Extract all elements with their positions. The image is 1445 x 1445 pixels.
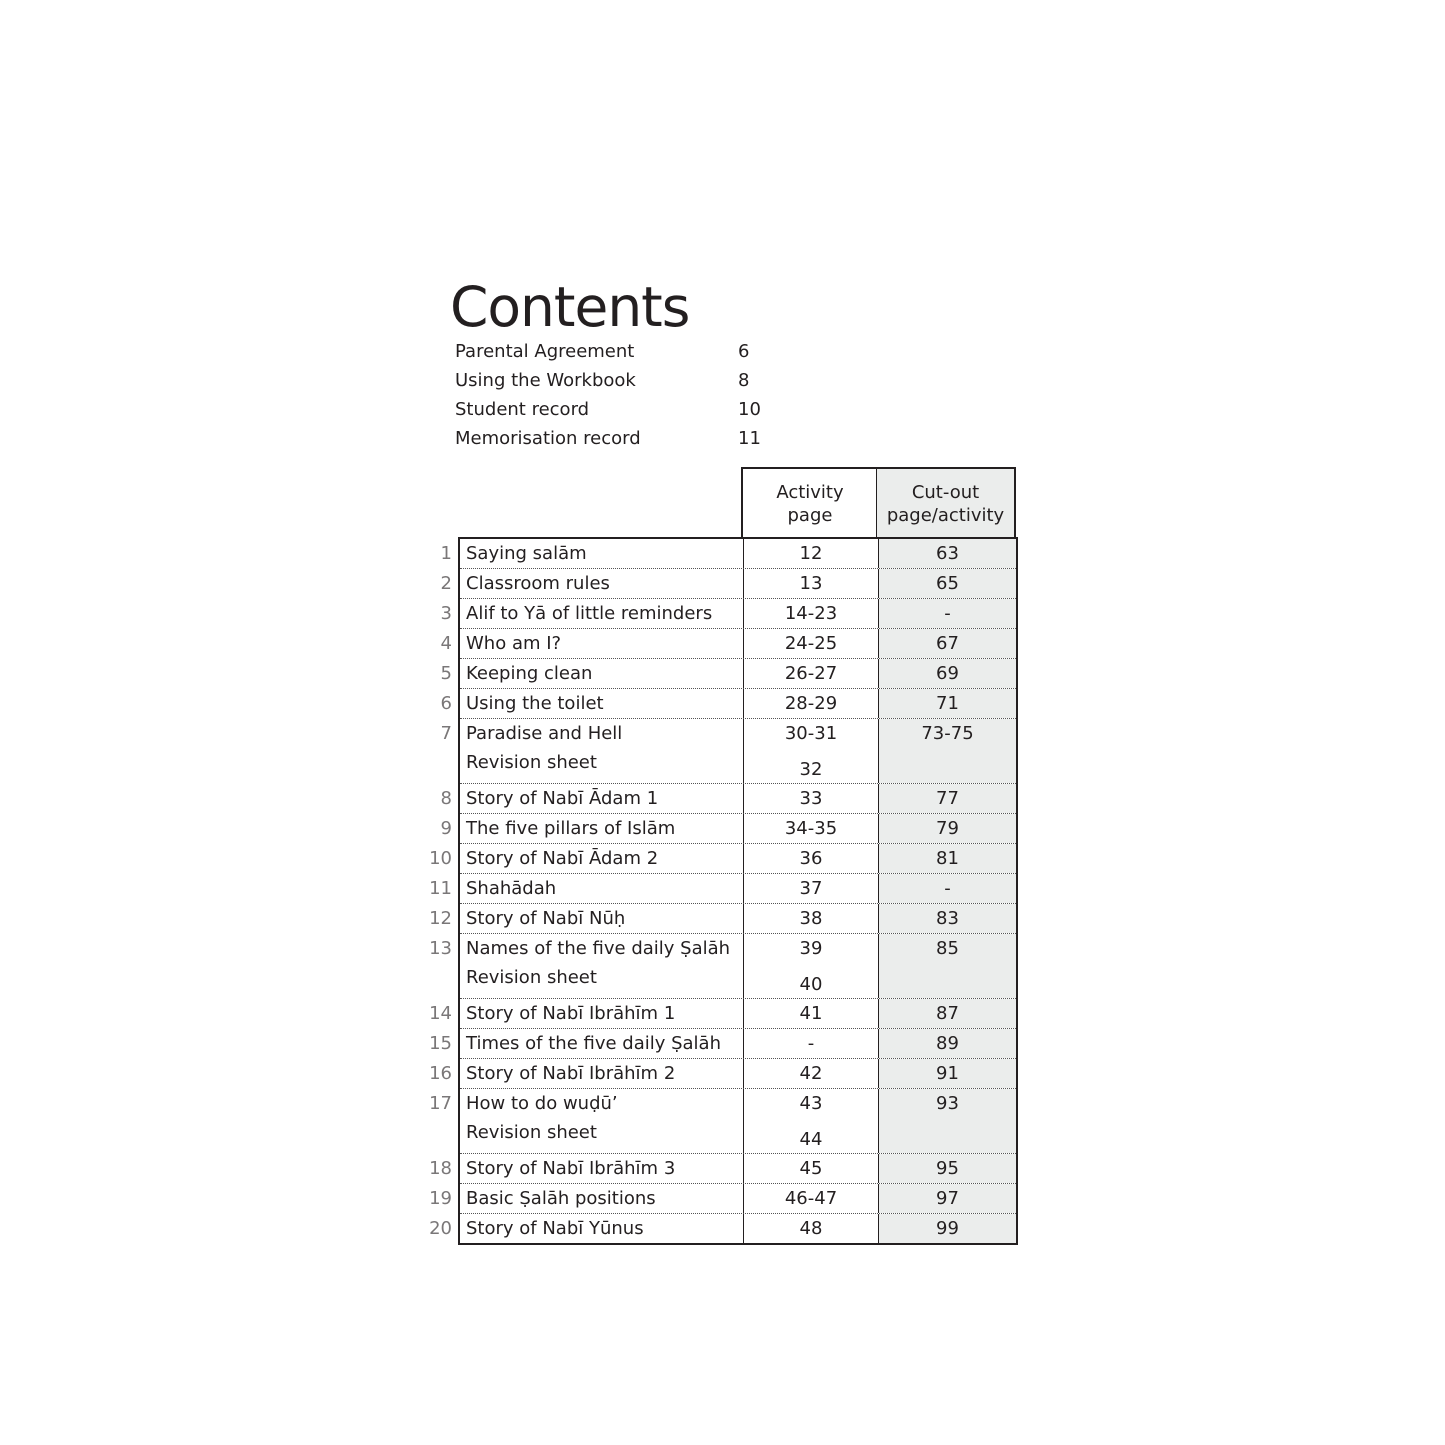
table-row [429, 999, 1016, 1029]
cutout-page-value: 87 [936, 1003, 959, 1024]
prelim-label: Parental Agreement [455, 341, 635, 362]
unit-topic: Using the toilet [466, 693, 604, 714]
unit-topic: Story of Nabī Nūḥ [466, 908, 626, 929]
table-body [429, 537, 1018, 1245]
activity-page-value: 13 [799, 573, 823, 594]
revision-page-value: 32 [799, 759, 823, 780]
table-row [429, 1089, 1016, 1154]
activity-page-value: 46-47 [784, 1188, 838, 1209]
cutout-page-value: 63 [936, 543, 959, 564]
prelim-label: Student record [455, 399, 590, 420]
unit-number: 4 [440, 633, 452, 654]
table-row [429, 1184, 1016, 1214]
cutout-page-value: 65 [936, 573, 959, 594]
unit-topic: Story of Nabī Ibrāhīm 3 [466, 1158, 676, 1179]
cutout-page-cell [878, 1184, 1016, 1213]
activity-page-value: 12 [799, 543, 823, 564]
unit-topic: Basic Ṣalāh positions [466, 1188, 656, 1209]
activity-page-value: 28-29 [784, 693, 838, 714]
cutout-page-value: 97 [936, 1188, 959, 1209]
table-row [429, 844, 1016, 874]
cutout-page-value: 77 [936, 788, 959, 809]
unit-number: 3 [440, 603, 452, 624]
cutout-page-cell [878, 1059, 1016, 1088]
table-row [429, 904, 1016, 934]
cutout-page-value: 67 [936, 633, 959, 654]
activity-page-value: 37 [799, 878, 823, 899]
cutout-page-cell [878, 874, 1016, 903]
cutout-page-value: 95 [936, 1158, 959, 1179]
unit-number: 5 [440, 663, 452, 684]
unit-number: 14 [429, 1003, 452, 1024]
cutout-page-value: 79 [936, 818, 959, 839]
table-row [429, 1214, 1016, 1243]
activity-page-cell [743, 689, 879, 718]
unit-number: 12 [429, 908, 452, 929]
activity-page-value: 39 [799, 938, 823, 959]
cutout-page-cell [878, 1089, 1016, 1153]
activity-page-value: 34-35 [784, 818, 838, 839]
activity-page-value: 36 [799, 848, 823, 869]
table-row [429, 1059, 1016, 1089]
activity-page-value: 48 [799, 1218, 823, 1239]
cutout-page-cell [878, 629, 1016, 658]
prelim-page-number: 11 [738, 428, 761, 449]
cutout-page-cell [878, 539, 1016, 568]
activity-page-value: 24-25 [784, 633, 838, 654]
table-row [440, 659, 1016, 689]
revision-sheet-label: Revision sheet [466, 967, 597, 988]
unit-topic: The five pillars of Islām [466, 818, 676, 839]
header-line: Cut-out [911, 481, 980, 503]
cutout-page-header [876, 467, 1016, 538]
cutout-page-value: 91 [936, 1063, 959, 1084]
table-row [440, 689, 1016, 719]
cutout-page-value: 99 [936, 1218, 959, 1239]
activity-page-value: 33 [799, 788, 823, 809]
activity-page-cell [743, 599, 879, 628]
table-row [440, 784, 1016, 814]
header-line: page/activity [886, 504, 1005, 526]
cutout-page-cell [878, 689, 1016, 718]
table-header [428, 467, 1018, 538]
unit-topic: Who am I? [466, 633, 562, 654]
cutout-page-cell [878, 814, 1016, 843]
activity-page-cell [743, 1029, 879, 1058]
cutout-page-cell [878, 1154, 1016, 1183]
unit-topic: Alif to Yā of little reminders [466, 603, 713, 624]
activity-page-cell [743, 874, 879, 903]
cutout-page-cell [878, 719, 1016, 783]
table-row [440, 814, 1016, 844]
cutout-page-cell [878, 1029, 1016, 1058]
unit-number: 2 [440, 573, 452, 594]
revision-page-value: 44 [799, 1129, 823, 1150]
page-title: Contents [450, 274, 690, 339]
revision-sheet-label: Revision sheet [466, 752, 597, 773]
activity-page-cell [743, 934, 879, 998]
header-line: page [787, 504, 833, 526]
cutout-page-value: 81 [936, 848, 959, 869]
cutout-page-cell [878, 569, 1016, 598]
unit-topic: Saying salām [466, 543, 587, 564]
table-row [429, 1154, 1016, 1184]
activity-page-value: 38 [799, 908, 823, 929]
unit-number: 9 [440, 818, 452, 839]
table-row [440, 569, 1016, 599]
activity-page-value: 26-27 [784, 663, 838, 684]
unit-number: 15 [429, 1033, 452, 1054]
unit-topic: Story of Nabī Ibrāhīm 1 [466, 1003, 676, 1024]
unit-number: 13 [429, 938, 452, 959]
prelim-page-number: 6 [738, 341, 750, 362]
table-row [440, 629, 1016, 659]
activity-page-header [741, 467, 878, 538]
cutout-page-value: 73-75 [921, 723, 974, 744]
unit-topic: Keeping clean [466, 663, 593, 684]
cutout-page-cell [878, 599, 1016, 628]
prelim-label: Memorisation record [455, 428, 641, 449]
unit-topic: Shahādah [466, 878, 557, 899]
unit-number: 10 [429, 848, 452, 869]
cutout-page-value: 93 [936, 1093, 959, 1114]
unit-topic: Paradise and Hell [466, 723, 623, 744]
table-row [440, 539, 1016, 569]
unit-number: 8 [440, 788, 452, 809]
unit-number: 20 [429, 1218, 452, 1239]
unit-topic: How to do wuḍū’ [466, 1093, 618, 1114]
cutout-page-value: 85 [936, 938, 959, 959]
activity-page-value: 43 [799, 1093, 823, 1114]
cutout-page-cell [878, 934, 1016, 998]
cutout-page-value: 71 [936, 693, 959, 714]
activity-page-cell [743, 844, 879, 873]
unit-number: 16 [429, 1063, 452, 1084]
cutout-page-value: 69 [936, 663, 959, 684]
cutout-page-cell [878, 999, 1016, 1028]
cutout-page-value: 89 [936, 1033, 959, 1054]
unit-number: 7 [440, 723, 452, 744]
unit-topic: Story of Nabī Ādam 1 [466, 788, 659, 809]
activity-page-value: 14-23 [784, 603, 838, 624]
table-row [429, 874, 1016, 904]
unit-topic: Story of Nabī Ādam 2 [466, 848, 659, 869]
cutout-page-cell [878, 784, 1016, 813]
activity-page-cell [743, 1059, 879, 1088]
prelim-page-number: 10 [738, 399, 761, 420]
activity-page-cell [743, 999, 879, 1028]
unit-number: 19 [429, 1188, 452, 1209]
activity-page-cell [743, 1089, 879, 1153]
table-row [440, 719, 1016, 784]
unit-topic: Names of the five daily Ṣalāh [466, 938, 731, 959]
table-row [429, 934, 1016, 999]
revision-page-value: 40 [799, 974, 823, 995]
activity-page-cell [743, 904, 879, 933]
cutout-page-value: - [944, 878, 951, 899]
unit-topic: Times of the five daily Ṣalāh [466, 1033, 721, 1054]
activity-page-value: - [807, 1033, 815, 1054]
activity-page-cell [743, 569, 879, 598]
cutout-page-value: - [944, 603, 951, 624]
activity-page-cell [743, 629, 879, 658]
unit-topic: Classroom rules [466, 573, 610, 594]
unit-number: 11 [429, 878, 452, 899]
activity-page-value: 30-31 [784, 723, 838, 744]
cutout-page-cell [878, 844, 1016, 873]
activity-page-cell [743, 784, 879, 813]
activity-page-cell [743, 719, 879, 783]
activity-page-cell [743, 539, 879, 568]
table-row [440, 599, 1016, 629]
table-row [429, 1029, 1016, 1059]
unit-number: 6 [440, 693, 452, 714]
activity-page-value: 45 [799, 1158, 823, 1179]
contents-table [428, 467, 1018, 1239]
activity-page-cell [743, 814, 879, 843]
cutout-page-value: 83 [936, 908, 959, 929]
unit-topic: Story of Nabī Ibrāhīm 2 [466, 1063, 676, 1084]
cutout-page-cell [878, 659, 1016, 688]
unit-number: 1 [440, 543, 452, 564]
activity-page-cell [743, 1214, 879, 1243]
cutout-page-cell [878, 1214, 1016, 1243]
prelim-page-number: 8 [738, 370, 750, 391]
activity-page-cell [743, 659, 879, 688]
activity-page-value: 41 [799, 1003, 823, 1024]
unit-number: 17 [429, 1093, 452, 1114]
activity-page-value: 42 [799, 1063, 823, 1084]
revision-sheet-label: Revision sheet [466, 1122, 597, 1143]
header-line: Activity [776, 481, 844, 503]
cutout-page-cell [878, 904, 1016, 933]
prelim-label: Using the Workbook [455, 370, 636, 391]
unit-topic: Story of Nabī Yūnus [466, 1218, 644, 1239]
unit-number: 18 [429, 1158, 452, 1179]
activity-page-cell [743, 1154, 879, 1183]
activity-page-cell [743, 1184, 879, 1213]
